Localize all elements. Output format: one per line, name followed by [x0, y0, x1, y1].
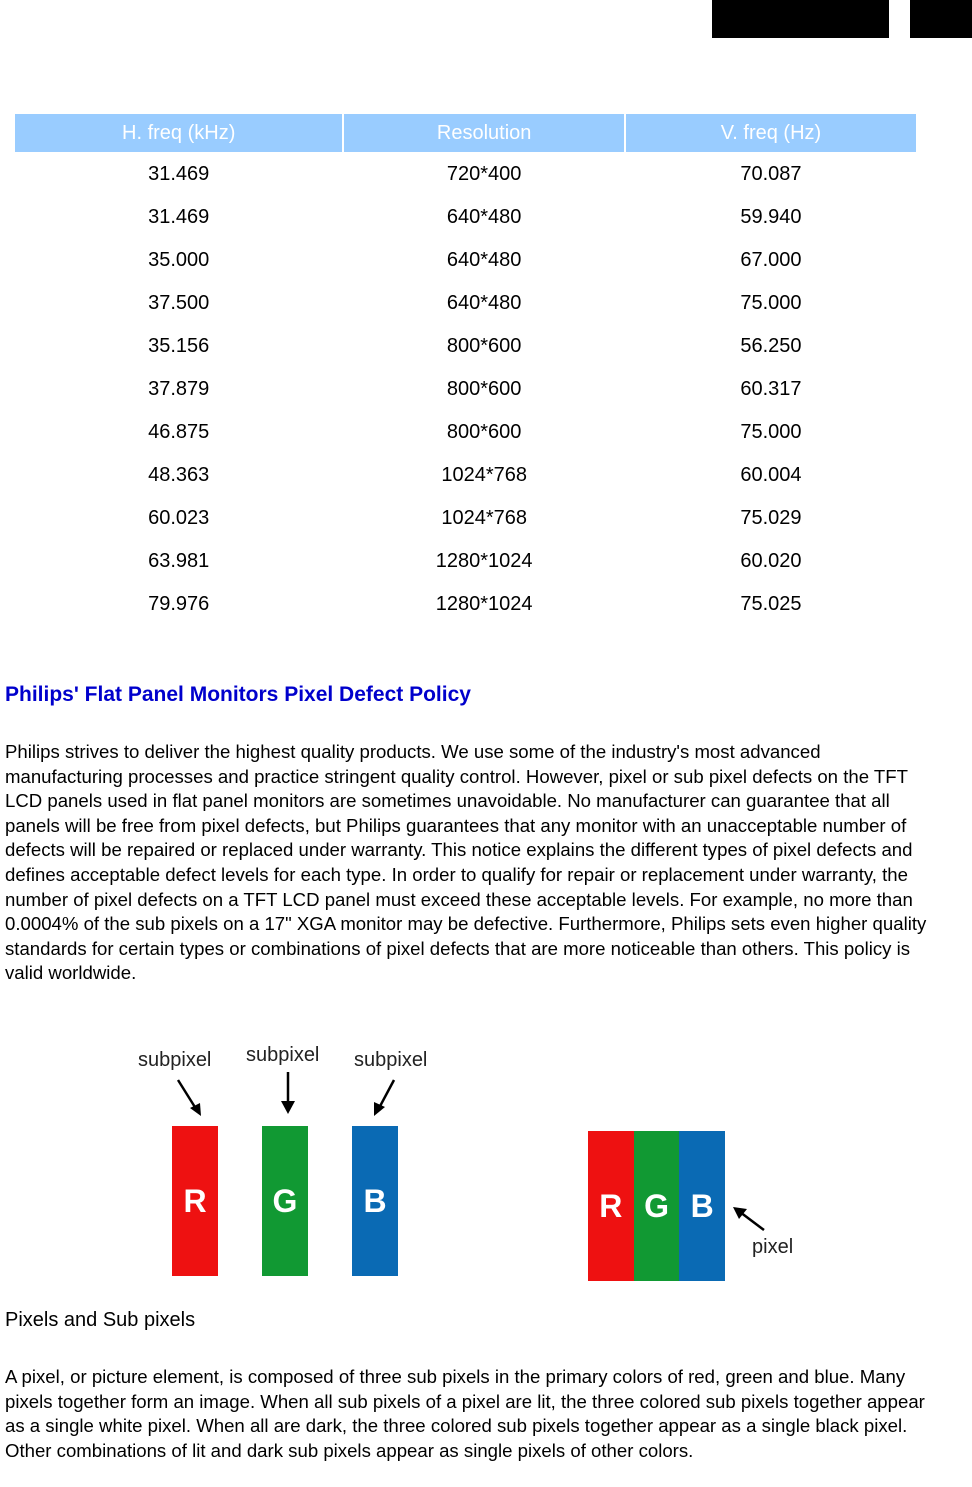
v-freq-cell: 59.940 [740, 206, 802, 228]
table-row [15, 412, 916, 453]
header-black-block-small [910, 0, 972, 38]
col-v-freq: V. freq (Hz) [626, 114, 916, 152]
table-row [15, 584, 916, 625]
h-freq-cell: 31.469 [148, 206, 210, 228]
table-row [15, 240, 916, 281]
v-freq-cell: 60.004 [740, 464, 802, 486]
h-freq-cell: 48.363 [148, 464, 210, 486]
arrow-down-icon [274, 1070, 302, 1116]
h-freq-cell: 63.981 [148, 550, 210, 572]
col-resolution: Resolution [344, 114, 624, 152]
policy-intro: Philips strives to deliver the highest quality products. We use some of the industry's most advanced manufacturing processes and practice stringent quality control. However, pixel or sub pixel defects on the TFT LCD panels used in flat panel monitors are sometimes unavoidable. No manufacturer can guarantee that all panels will be free from pixel defects, but Philips guarantees that any monitor with an unacceptable number of defects will be repaired or replaced under warranty. This notice explains the different types of pixel defects and defines acceptable defect levels for each type. In order to qualify for repair or replacement under warranty, the number of pixel defects on a TFT LCD panel must exceed these acceptable levels. For example, no more than 0.0004% of the sub pixels on a 17" XGA monitor may be defective. Furthermore, Philips sets even higher quality standards for certain types or combinations of pixel defects that are more noticeable than others. This policy is valid worldwide. [5, 741, 927, 984]
v-freq-cell: 70.087 [740, 163, 802, 185]
pixel-blue-segment: B [679, 1131, 725, 1281]
resolution-cell: 640*480 [446, 206, 522, 228]
h-freq-cell: 37.500 [148, 292, 210, 314]
subpixel-label-r: subpixel [138, 1049, 212, 1071]
subpixel-label-g: subpixel [246, 1044, 320, 1066]
header-black-block [712, 0, 889, 38]
v-freq-cell: 56.250 [740, 335, 802, 357]
timing-table [13, 112, 918, 627]
v-freq-cell: 75.029 [740, 507, 802, 529]
v-freq-cell: 75.000 [740, 421, 802, 443]
resolution-cell: 1024*768 [441, 507, 527, 529]
subpixel-blue: B [352, 1126, 398, 1276]
h-freq-cell: 35.000 [148, 249, 210, 271]
table-row [15, 541, 916, 582]
v-freq-cell: 75.025 [740, 593, 802, 615]
subpixel-green: G [262, 1126, 308, 1276]
pixel-red-segment: R [588, 1131, 634, 1281]
table-row [15, 326, 916, 367]
v-freq-cell: 60.020 [740, 550, 802, 572]
h-freq-cell: 31.469 [148, 163, 210, 185]
v-freq-cell: 75.000 [740, 292, 802, 314]
table-row [15, 197, 916, 238]
arrow-down-right-icon [170, 1074, 210, 1120]
pixel-green-segment: G [634, 1131, 680, 1281]
h-freq-cell: 46.875 [148, 421, 210, 443]
arrow-down-left-icon [368, 1074, 400, 1120]
table-row [15, 283, 916, 324]
resolution-cell: 640*480 [446, 249, 522, 271]
pixel-label: pixel [752, 1236, 794, 1258]
h-freq-cell: 60.023 [148, 507, 210, 529]
resolution-cell: 1280*1024 [435, 593, 533, 615]
h-freq-cell: 37.879 [148, 378, 210, 400]
col-h-freq: H. freq (kHz) [15, 114, 342, 152]
resolution-cell: 800*600 [446, 421, 522, 443]
resolution-cell: 1280*1024 [435, 550, 533, 572]
arrow-up-left-icon [730, 1204, 770, 1234]
table-header-row [15, 114, 916, 152]
pixels-description: A pixel, or picture element, is composed of three sub pixels in the primary colors of red, green and blue. Many pixels together form an image. When all sub pixels of a pixel are lit, the three colored sub pixels together appear as a single white pixel. When all are dark, the three colored sub pixels together appear as a single black pixel. Other combinations of lit and dark sub pixels appear as single pixels of other colors. [5, 1366, 925, 1461]
resolution-cell: 720*400 [446, 163, 522, 185]
table-row [15, 369, 916, 410]
pixels-caption: Pixels and Sub pixels [5, 1309, 196, 1331]
table-row [15, 498, 916, 539]
subpixel-label-b: subpixel [354, 1049, 428, 1071]
resolution-cell: 640*480 [446, 292, 522, 314]
table-row [15, 154, 916, 195]
h-freq-cell: 79.976 [148, 593, 210, 615]
subpixel-red: R [172, 1126, 218, 1276]
policy-heading: Philips' Flat Panel Monitors Pixel Defect Policy [5, 683, 471, 706]
resolution-cell: 800*600 [446, 335, 522, 357]
resolution-cell: 800*600 [446, 378, 522, 400]
table-row [15, 455, 916, 496]
v-freq-cell: 60.317 [740, 378, 802, 400]
resolution-cell: 1024*768 [441, 464, 527, 486]
h-freq-cell: 35.156 [148, 335, 210, 357]
v-freq-cell: 67.000 [740, 249, 802, 271]
pixel-rgb-bar [588, 1131, 725, 1281]
